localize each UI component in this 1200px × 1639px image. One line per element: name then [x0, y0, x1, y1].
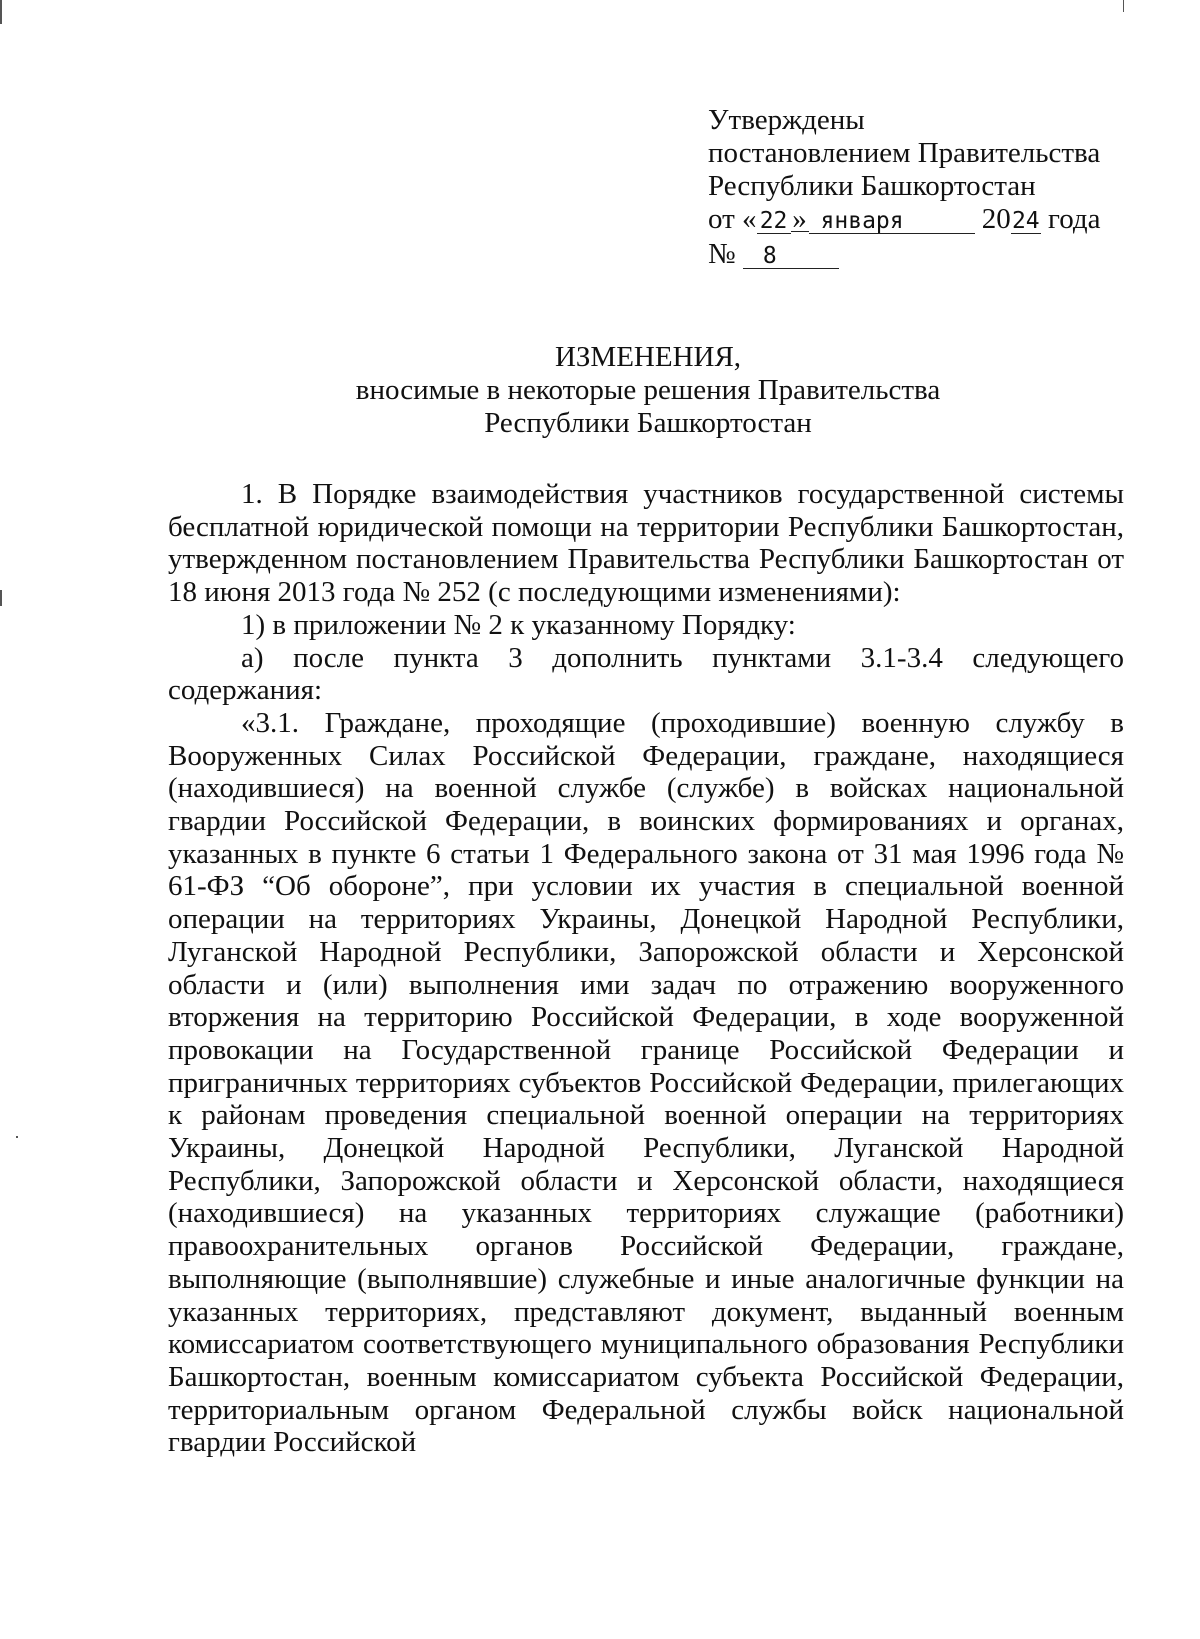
approval-date-line: [708, 203, 1148, 238]
document-body: [168, 478, 1124, 1459]
paragraph-3: а) после пункта 3 дополнить пунктами 3.1-3.4 следующего содержания:: [168, 641, 1124, 707]
year-word: года: [1040, 203, 1101, 235]
approval-number-line: [708, 238, 1148, 273]
approval-line-1: Утверждены: [708, 104, 865, 136]
date-day-field: [757, 203, 791, 238]
scan-edge-mark: [0, 0, 2, 24]
title-line-3: Республики Башкортостан: [484, 407, 812, 439]
title-heading: ИЗМЕНЕНИЯ,: [554, 341, 742, 373]
date-prefix: от «: [708, 203, 757, 235]
title-line-2: вносимые в некоторые решения Правительства: [355, 374, 941, 406]
year-prefix: 20: [981, 203, 1011, 235]
paragraph-4: «3.1. Граждане, проходящие (проходившие) военную службу в Вооруженных Силах Российской Федерации, граждане, находящиеся (находившиеся) на военной службе (службе) в войсках национальной гвардии Российской Федерации, в воинских формированиях и органах, указанных в пункте 6 статьи 1 Федерального закона от 31 мая 1996 года № 61-ФЗ “Об обороне”, при условии их участия в специальной военной операции на территориях Украины, Донецкой Народной Республики, Луганской Народной Республики, Запорожской области и Херсонской области и (или) выполнения ими задач по отражению вооруженного вторжения на территорию Российской Федерации, в ходе вооруженной провокации на Государственной границе Российской Федерации и приграничных территориях субъектов Российской Федерации, прилегающих к районам проведения специальной военной операции на территориях Украины, Донецкой Народной Республики, Луганской Народной Республики, Запорожской области и Херсонской области, находящиеся (находившиеся) на указанных территориях служащие (работники) правоохранительных органов Российской Федерации, граждане, выполняющие (выполнявшие) служебные и иные аналогичные функции на указанных территориях, представляют документ, выданный военным комиссариатом соответствующего муниципального образования Республики Башкортостан, военным комиссариатом субъекта Российской Федерации, территориальным органом Федеральной службы войск национальной гвардии Российской: [168, 706, 1124, 1459]
approval-line-2: постановлением Правительства: [708, 137, 1101, 169]
quote-close: »: [792, 203, 807, 235]
date-month: января: [820, 208, 904, 234]
year-suffix: 24: [1011, 208, 1040, 234]
approval-line-3: Республики Башкортостан: [708, 170, 1036, 202]
number-label: №: [708, 238, 736, 270]
paragraph-1: 1. В Порядке взаимодействия участников государственной системы бесплатной юридической помощи на территории Республики Башкортостан, утвержденном постановлением Правительства Республики Башкортостан от 18 июня 2013 года № 252 (с последующими изменениями):: [168, 478, 1124, 609]
scan-speck: [16, 1136, 18, 1138]
document-number: 8: [762, 243, 777, 269]
date-month-field: [809, 203, 975, 238]
quote-close-field: [791, 203, 809, 236]
approval-stamp: [708, 104, 1148, 273]
paragraph-2: 1) в приложении № 2 к указанному Порядку:: [241, 608, 796, 641]
date-day: 22: [759, 208, 788, 234]
scan-edge-mark: [1123, 0, 1124, 12]
number-field: [743, 238, 839, 273]
date-year-field: [1011, 203, 1041, 238]
scan-edge-mark: [0, 590, 2, 606]
document-title: [168, 341, 1128, 440]
